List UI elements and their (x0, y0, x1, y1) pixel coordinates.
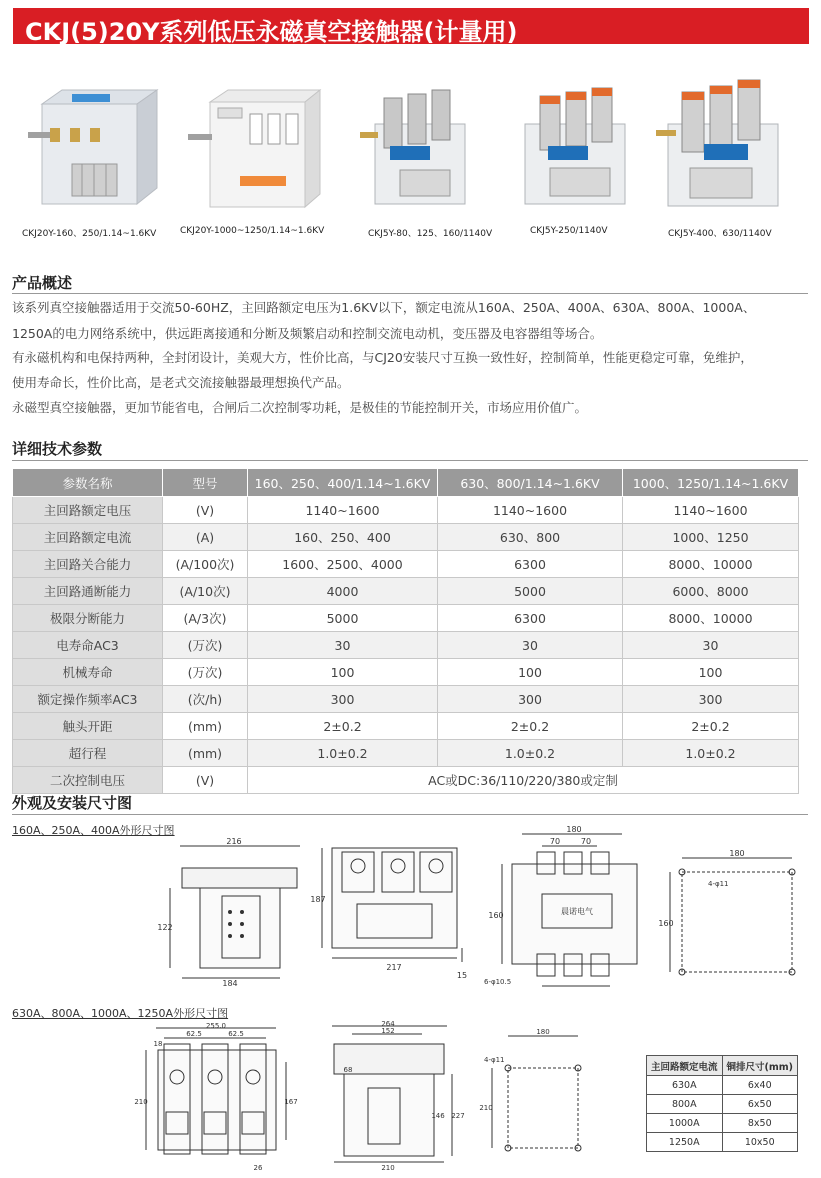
param-value: 5000 (248, 605, 438, 632)
param-value: 1600、2500、4000 (248, 551, 438, 578)
table-row (13, 578, 799, 605)
dim-height: 122 (157, 923, 173, 932)
bar-size: 6x40 (722, 1076, 797, 1095)
param-name: 二次控制电压 (13, 767, 163, 794)
contactor-image-4 (510, 84, 650, 219)
table-row (13, 605, 799, 632)
param-value: 160、250、400 (248, 524, 438, 551)
spec-table (12, 468, 799, 794)
rated-current: 1250A (647, 1133, 723, 1152)
table-row (13, 686, 799, 713)
param-value: 4000 (248, 578, 438, 605)
product-ckj5y-80 (350, 84, 493, 239)
header-model-2: 630、800/1.14~1.6KV (438, 469, 623, 497)
overview-line-2: 1250A的电力网络系统中，供远距离接通和分断及频繁启动和控制交流电动机，变压器及电容器组等场合。 (12, 326, 603, 341)
header-model-1: 160、250、400/1.14~1.6KV (248, 469, 438, 497)
rated-current: 800A (647, 1095, 723, 1114)
dimensions-subtitle-2: 630A、800A、1000A、1250A外形尺寸图 (12, 1007, 229, 1020)
table-row (647, 1095, 798, 1114)
param-unit: (万次) (163, 632, 248, 659)
dim-width: 264 (381, 1020, 395, 1028)
param-name: 主回路关合能力 (13, 551, 163, 578)
table-row (13, 524, 799, 551)
section-divider (12, 293, 808, 294)
param-name: 主回路额定电压 (13, 497, 163, 524)
param-value: 1.0±0.2 (248, 740, 438, 767)
dim-spacing-b: 62.5 (228, 1030, 244, 1038)
header-unit: 型号 (163, 469, 248, 497)
product-caption: CKJ5Y-400、630/1140V (668, 229, 772, 239)
param-name: 极限分断能力 (13, 605, 163, 632)
table-row (647, 1133, 798, 1152)
bar-size: 10x50 (722, 1133, 797, 1152)
param-unit: (万次) (163, 659, 248, 686)
contactor-image-3 (350, 84, 490, 219)
dim-width: 180 (566, 825, 582, 834)
dim-spacing-a: 70 (549, 837, 561, 846)
param-value: AC或DC:36/110/220/380或定制 (248, 767, 799, 794)
param-value: 5000 (438, 578, 623, 605)
table-row (13, 659, 799, 686)
drawing-side-view-large (312, 1020, 465, 1172)
param-name: 主回路额定电流 (13, 524, 163, 551)
product-ckj5y-250 (510, 84, 650, 236)
product-ckj20y-1000 (180, 84, 330, 236)
param-name: 主回路通断能力 (13, 578, 163, 605)
table-row (13, 551, 799, 578)
dim-height: 146 (431, 1112, 445, 1120)
dim-height: 187 (310, 895, 326, 904)
bar-size: 8x50 (722, 1114, 797, 1133)
param-value: 300 (438, 686, 623, 713)
dim-width-inner: 152 (381, 1027, 395, 1035)
rated-current: 630A (647, 1076, 723, 1095)
dim-height: 160 (658, 919, 674, 928)
dim-height: 210 (479, 1104, 493, 1112)
param-value: 630、800 (438, 524, 623, 551)
param-name: 触头开距 (13, 713, 163, 740)
dim-spacing-b: 70 (580, 837, 592, 846)
dim-offset: 68 (343, 1066, 353, 1074)
dim-base-offset: 26 (253, 1164, 263, 1172)
param-value: 100 (623, 659, 799, 686)
drawing-top-view-small (482, 824, 662, 996)
drawing-side-view-small (157, 837, 305, 988)
param-value: 30 (438, 632, 623, 659)
overview-line-3: 有永磁机构和电保持两种，全封闭设计，美观大方，性价比高，与CJ20安装尺寸互换一致性好，控制简单，性能更稳定可靠，免维护， (12, 350, 753, 365)
param-value: 8000、10000 (623, 605, 799, 632)
param-unit: (A) (163, 524, 248, 551)
dim-holes: 6-φ10.5 (484, 978, 512, 986)
dim-height: 160 (488, 911, 504, 920)
table-row (13, 497, 799, 524)
drawing-mounting-small (658, 848, 812, 988)
dim-offset: 18 (153, 1040, 163, 1048)
param-unit: (V) (163, 767, 248, 794)
rated-current: 1000A (647, 1114, 723, 1133)
param-value: 2±0.2 (623, 713, 799, 740)
spec-header-row (13, 469, 799, 497)
copper-bar-table (646, 1055, 798, 1152)
param-value: 8000、10000 (623, 551, 799, 578)
table-row (13, 713, 799, 740)
dim-spacing-a: 62.5 (186, 1030, 202, 1038)
table-row (13, 767, 799, 794)
copper-header-row (647, 1056, 798, 1076)
header-rated-current: 主回路额定电流 (647, 1056, 723, 1076)
contactor-image-5 (650, 74, 800, 219)
dimensions-subtitle-1: 160A、250A、400A外形尺寸图 (12, 824, 175, 837)
param-value: 6000、8000 (623, 578, 799, 605)
drawing-front-view-small (312, 838, 467, 988)
brand-label: 晨诺电气 (561, 907, 593, 916)
param-value: 1.0±0.2 (438, 740, 623, 767)
product-ckj5y-400 (650, 74, 800, 239)
dim-width: 180 (729, 849, 745, 858)
dim-width: 180 (536, 1028, 550, 1036)
dim-base: 184 (222, 979, 238, 988)
param-value: 2±0.2 (438, 713, 623, 740)
table-row (13, 632, 799, 659)
param-value: 1000、1250 (623, 524, 799, 551)
product-caption: CKJ5Y-250/1140V (530, 226, 608, 236)
param-name: 超行程 (13, 740, 163, 767)
dim-holes: 4-φ11 (484, 1056, 505, 1064)
overview-heading: 产品概述 (12, 274, 73, 292)
table-row (647, 1076, 798, 1095)
param-value: 300 (248, 686, 438, 713)
param-value: 2±0.2 (248, 713, 438, 740)
param-value: 1140~1600 (438, 497, 623, 524)
product-caption: CKJ20Y-160、250/1.14~1.6KV (22, 229, 157, 239)
product-caption: CKJ5Y-80、125、160/1140V (368, 229, 493, 239)
param-unit: (A/10次) (163, 578, 248, 605)
dim-height-inner: 167 (284, 1098, 298, 1106)
drawing-front-view-large (136, 1022, 296, 1174)
param-unit: (mm) (163, 713, 248, 740)
dim-width: 216 (226, 837, 242, 846)
contactor-image-2 (180, 84, 330, 219)
param-value: 100 (248, 659, 438, 686)
bar-size: 6x50 (722, 1095, 797, 1114)
param-value: 30 (248, 632, 438, 659)
product-ckj20y-160 (22, 84, 172, 239)
param-value: 100 (438, 659, 623, 686)
page-title: CKJ(5)20Y系列低压永磁真空接触器(计量用) (25, 18, 518, 46)
param-name: 电寿命AC3 (13, 632, 163, 659)
dim-holes: 4-φ11 (708, 880, 729, 888)
param-unit: (A/100次) (163, 551, 248, 578)
param-value: 6300 (438, 605, 623, 632)
overview-line-5: 永磁型真空接触器，更加节能省电，合闸后二次控制零功耗，是极佳的节能控制开关，市场应用价值广。 (12, 400, 588, 415)
header-model-3: 1000、1250/1.14~1.6KV (623, 469, 799, 497)
param-name: 机械寿命 (13, 659, 163, 686)
param-value: 1.0±0.2 (623, 740, 799, 767)
title-banner (13, 8, 809, 44)
param-unit: (次/h) (163, 686, 248, 713)
header-bar-size: 铜排尺寸(mm) (722, 1056, 797, 1076)
section-divider (12, 814, 808, 815)
param-value: 1140~1600 (623, 497, 799, 524)
table-row (13, 740, 799, 767)
table-row (647, 1114, 798, 1133)
param-unit: (V) (163, 497, 248, 524)
param-name: 额定操作频率AC3 (13, 686, 163, 713)
contactor-image-1 (22, 84, 172, 219)
dimensions-heading: 外观及安装尺寸图 (12, 794, 133, 812)
specs-heading: 详细技术参数 (12, 440, 103, 458)
drawing-mounting-large (478, 1028, 608, 1168)
dim-height-total: 227 (451, 1112, 465, 1120)
param-unit: (A/3次) (163, 605, 248, 632)
param-value: 300 (623, 686, 799, 713)
section-divider (12, 460, 808, 461)
param-value: 30 (623, 632, 799, 659)
dim-base: 210 (381, 1164, 395, 1172)
overview-line-1: 该系列真空接触器适用于交流50-60HZ，主回路额定电压为1.6KV以下，额定电流从160A、250A、400A、630A、800A、1000A、 (12, 300, 756, 315)
param-unit: (mm) (163, 740, 248, 767)
header-param: 参数名称 (13, 469, 163, 497)
dim-base: 217 (386, 963, 402, 972)
dim-height: 210 (134, 1098, 148, 1106)
param-value: 6300 (438, 551, 623, 578)
dim-width: 255.0 (205, 1022, 227, 1030)
overview-line-4: 使用寿命长，性价比高，是老式交流接触器最理想换代产品。 (12, 375, 350, 390)
product-gallery (10, 70, 810, 250)
dim-offset: 15 (456, 971, 468, 980)
param-value: 1140~1600 (248, 497, 438, 524)
product-caption: CKJ20Y-1000~1250/1.14~1.6KV (180, 226, 325, 236)
